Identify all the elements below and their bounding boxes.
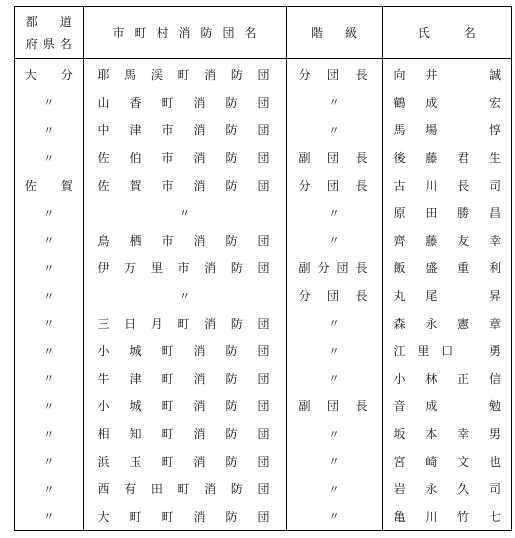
cell-name-text: 森永憲章 (393, 316, 501, 331)
header-row (15, 7, 511, 59)
cell-name (382, 89, 511, 117)
table-row (15, 59, 511, 89)
cell-name-text: 原田勝昌 (393, 206, 501, 221)
cell-prefecture-text: 〃 (43, 96, 55, 110)
table-row (15, 199, 511, 227)
table-row (15, 116, 511, 144)
cell-name-text: 鶴成 宏 (393, 95, 501, 110)
cell-prefecture-text: 〃 (43, 289, 55, 303)
cell-rank (286, 392, 382, 420)
cell-brigade (83, 503, 286, 531)
cell-name-text: 丸尾 昇 (393, 289, 501, 304)
cell-rank-text: 〃 (328, 96, 340, 110)
cell-name-text: 古川長司 (393, 178, 501, 193)
cell-prefecture (15, 337, 83, 365)
cell-brigade (83, 59, 286, 89)
header-brigade: 市町村消防団名 (83, 7, 286, 59)
cell-rank (286, 503, 382, 531)
table-row (15, 420, 511, 448)
cell-name (382, 116, 511, 144)
cell-name (382, 282, 511, 310)
cell-brigade-text: 三日月町消防団 (97, 316, 270, 331)
cell-name-text: 飯盛重利 (393, 261, 501, 276)
table-row (15, 475, 511, 503)
cell-brigade (83, 171, 286, 199)
cell-name (382, 199, 511, 227)
cell-brigade-text: 西有田町消防団 (97, 482, 270, 497)
cell-rank (286, 447, 382, 475)
cell-prefecture (15, 503, 83, 531)
cell-rank (286, 227, 382, 255)
cell-prefecture-text: 〃 (43, 372, 55, 386)
cell-rank-text: 分団長 (298, 289, 368, 304)
cell-name (382, 365, 511, 393)
cell-rank-text: 〃 (328, 206, 340, 220)
cell-prefecture-text: 〃 (43, 206, 55, 220)
header-prefecture-line2: 府県名 (25, 36, 72, 51)
cell-name-text: 向井 誠 (393, 68, 501, 83)
cell-rank-text: 副分団長 (298, 261, 368, 276)
cell-brigade-text: 〃 (179, 206, 190, 220)
cell-brigade-text: 中津市消防団 (97, 123, 270, 138)
table-row (15, 89, 511, 117)
table-header (15, 7, 511, 59)
cell-brigade (83, 282, 286, 310)
cell-rank (286, 171, 382, 199)
header-rank: 階級 (286, 7, 382, 59)
cell-rank-text: 〃 (328, 234, 340, 248)
cell-rank-text: 〃 (328, 317, 340, 331)
cell-prefecture (15, 89, 83, 117)
cell-name-text: 齊藤友幸 (393, 233, 501, 248)
cell-prefecture-text: 〃 (43, 317, 55, 331)
cell-prefecture-text: 〃 (43, 399, 55, 413)
cell-rank (286, 254, 382, 282)
cell-brigade (83, 199, 286, 227)
cell-prefecture (15, 447, 83, 475)
cell-brigade (83, 116, 286, 144)
cell-rank-text: 〃 (328, 482, 340, 496)
cell-prefecture (15, 144, 83, 172)
cell-rank (286, 282, 382, 310)
cell-rank (286, 309, 382, 337)
cell-prefecture (15, 282, 83, 310)
cell-name (382, 475, 511, 503)
table-row (15, 254, 511, 282)
table-row (15, 171, 511, 199)
cell-name-text: 岩永久司 (393, 482, 501, 497)
cell-brigade (83, 475, 286, 503)
cell-rank-text: 〃 (328, 123, 340, 137)
cell-prefecture-text: 〃 (43, 510, 55, 524)
cell-brigade (83, 309, 286, 337)
cell-prefecture-text: 〃 (43, 344, 55, 358)
cell-prefecture (15, 199, 83, 227)
cell-rank-text: 〃 (328, 427, 340, 441)
cell-name-text: 後藤君生 (393, 151, 501, 166)
cell-rank (286, 199, 382, 227)
cell-brigade (83, 254, 286, 282)
cell-rank-text: 〃 (328, 510, 340, 524)
cell-rank (286, 337, 382, 365)
cell-brigade-text: 山香町消防団 (97, 95, 270, 110)
cell-brigade-text: 佐賀市消防団 (97, 178, 270, 193)
cell-prefecture-text: 〃 (43, 151, 55, 165)
cell-prefecture (15, 59, 83, 89)
cell-brigade-text: 大町町消防団 (97, 509, 270, 524)
table-row (15, 282, 511, 310)
cell-name (382, 254, 511, 282)
cell-prefecture (15, 392, 83, 420)
cell-name-text: 宮崎文也 (393, 454, 501, 469)
cell-brigade-text: 小城町消防団 (97, 344, 270, 359)
cell-name-text: 馬場 惇 (393, 123, 501, 138)
cell-prefecture-text: 大分 (24, 68, 73, 83)
table-row (15, 392, 511, 420)
cell-name-text: 音成 勉 (393, 399, 501, 414)
cell-rank-text: 分団長 (298, 68, 368, 83)
cell-name-text: 小林正信 (393, 371, 501, 386)
cell-rank-text: 分団長 (298, 178, 368, 193)
cell-rank-text: 〃 (328, 455, 340, 469)
cell-name-text: 江里口 勇 (393, 344, 501, 359)
cell-brigade (83, 337, 286, 365)
cell-brigade (83, 447, 286, 475)
cell-prefecture (15, 171, 83, 199)
table-row (15, 309, 511, 337)
cell-brigade-text: 伊万里市消防団 (97, 261, 270, 276)
header-name: 氏名 (382, 7, 511, 59)
table-row (15, 365, 511, 393)
cell-name (382, 392, 511, 420)
cell-name (382, 447, 511, 475)
cell-brigade-text: 浜玉町消防団 (97, 454, 270, 469)
cell-name (382, 59, 511, 89)
cell-rank-text: 〃 (328, 344, 340, 358)
award-roster-table-frame (14, 6, 512, 531)
cell-name (382, 503, 511, 531)
table-row (15, 227, 511, 255)
cell-brigade-text: 〃 (179, 289, 190, 303)
cell-prefecture (15, 254, 83, 282)
table-row (15, 144, 511, 172)
cell-brigade-text: 相知町消防団 (97, 427, 270, 442)
cell-brigade (83, 227, 286, 255)
cell-rank (286, 420, 382, 448)
table-row (15, 503, 511, 531)
cell-name-text: 亀川竹七 (393, 509, 501, 524)
cell-brigade (83, 365, 286, 393)
cell-prefecture-text: 〃 (43, 261, 55, 275)
cell-brigade-text: 牛津町消防団 (97, 371, 270, 386)
cell-rank (286, 116, 382, 144)
cell-prefecture-text: 〃 (43, 455, 55, 469)
cell-prefecture-text: 〃 (43, 427, 55, 441)
cell-rank (286, 144, 382, 172)
cell-brigade-text: 小城町消防団 (97, 399, 270, 414)
cell-name (382, 309, 511, 337)
cell-rank-text: 副団長 (298, 399, 368, 414)
table-body (15, 59, 511, 531)
cell-name (382, 227, 511, 255)
header-prefecture-line1: 都 道 (25, 14, 72, 29)
cell-prefecture (15, 420, 83, 448)
cell-name-text: 坂本幸男 (393, 427, 501, 442)
cell-brigade (83, 144, 286, 172)
cell-brigade (83, 89, 286, 117)
cell-brigade-text: 鳥栖市消防団 (97, 233, 270, 248)
cell-prefecture-text: 〃 (43, 123, 55, 137)
cell-prefecture (15, 116, 83, 144)
cell-rank-text: 〃 (328, 372, 340, 386)
cell-brigade-text: 佐伯市消防団 (97, 151, 270, 166)
cell-name (382, 144, 511, 172)
cell-prefecture (15, 475, 83, 503)
cell-rank-text: 副団長 (298, 151, 368, 166)
cell-rank (286, 365, 382, 393)
cell-brigade-text: 耶馬渓町消防団 (97, 68, 270, 83)
cell-brigade (83, 392, 286, 420)
cell-prefecture (15, 309, 83, 337)
header-prefecture (15, 7, 83, 59)
cell-name (382, 337, 511, 365)
cell-name (382, 420, 511, 448)
award-roster-table (15, 7, 511, 530)
cell-rank (286, 475, 382, 503)
cell-rank (286, 59, 382, 89)
cell-prefecture (15, 365, 83, 393)
cell-prefecture-text: 佐賀 (24, 178, 73, 193)
cell-prefecture (15, 227, 83, 255)
table-row (15, 447, 511, 475)
cell-prefecture-text: 〃 (43, 482, 55, 496)
table-row (15, 337, 511, 365)
cell-name (382, 171, 511, 199)
cell-prefecture-text: 〃 (43, 234, 55, 248)
cell-rank (286, 89, 382, 117)
cell-brigade (83, 420, 286, 448)
